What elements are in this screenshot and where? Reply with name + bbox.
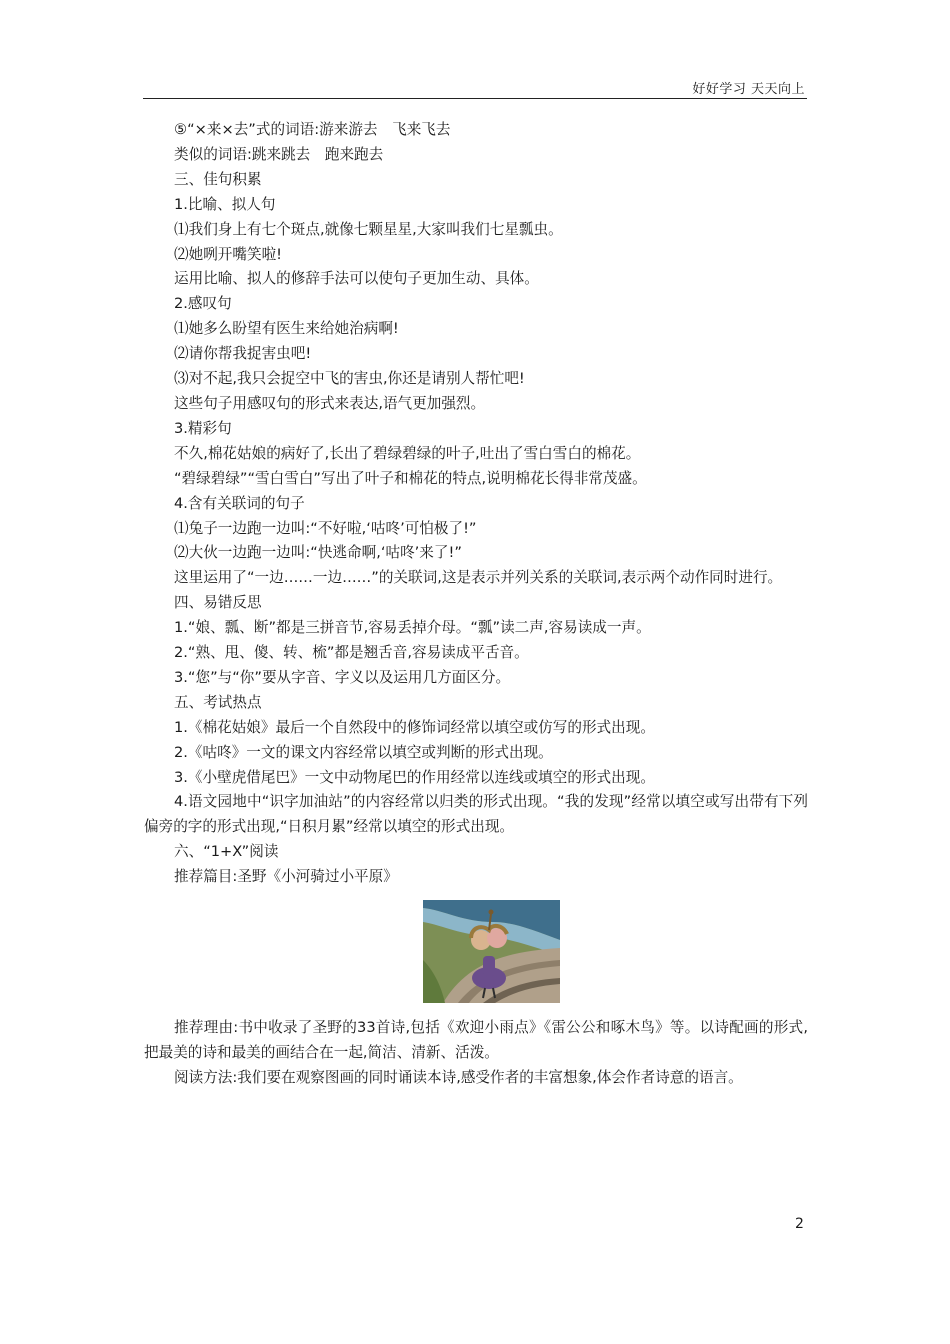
text-line: ⑵她咧开嘴笑啦!	[174, 245, 283, 263]
text-line: 这些句子用感叹句的形式来表达,语气更加强烈。	[174, 394, 486, 412]
header-motto: 好好学习 天天向上	[692, 82, 805, 97]
text-line: ⑵大伙一边跑一边叫:“快逃命啊,‘咕咚’来了!”	[174, 544, 462, 562]
text-line: 2.《咕咚》一文的课文内容经常以填空或判断的形式出现。	[174, 743, 553, 761]
text-line: 不久,棉花姑娘的病好了,长出了碧绿碧绿的叶子,吐出了雪白雪白的棉花。	[174, 444, 641, 462]
text-line: “碧绿碧绿”“雪白雪白”写出了叶子和棉花的特点,说明棉花长得非常茂盛。	[174, 469, 647, 487]
book-illustration	[144, 900, 808, 1003]
text-line: 1.《棉花姑娘》最后一个自然段中的修饰词经常以填空或仿写的形式出现。	[174, 718, 655, 736]
section-heading: 六、“1+X”阅读	[174, 843, 279, 861]
section-heading: 五、考试热点	[174, 693, 262, 711]
sub-heading: 4.含有关联词的句子	[174, 494, 305, 512]
text-line: ⑶对不起,我只会捉空中飞的害虫,你还是请别人帮忙吧!	[174, 370, 525, 388]
section-heading: 四、易错反思	[174, 594, 262, 612]
sub-heading: 3.精彩句	[174, 419, 232, 437]
sub-heading: 1.比喻、拟人句	[174, 195, 276, 213]
sub-heading: 2.感叹句	[174, 295, 232, 313]
text-line: ⑴我们身上有七个斑点,就像七颗星星,大家叫我们七星瓢虫。	[174, 220, 563, 238]
text-paragraph: 推荐理由:书中收录了圣野的33首诗,包括《欢迎小雨点》《雷公公和啄木鸟》等。以诗配画的形式,把最美的诗和最美的画结合在一起,简洁、清新、活泼。	[144, 1019, 808, 1061]
text-paragraph: 阅读方法:我们要在观察图画的同时诵读本诗,感受作者的丰富想象,体会作者诗意的语言。	[174, 1068, 743, 1086]
text-line: 推荐篇目:圣野《小河骑过小平原》	[174, 868, 398, 886]
section-heading: 三、佳句积累	[174, 170, 262, 188]
text-line: ⑴兔子一边跑一边叫:“不好啦,‘咕咚’可怕极了!”	[174, 519, 477, 537]
document-body	[144, 118, 808, 1091]
text-line: 类似的词语:跳来跳去 跑来跑去	[174, 145, 384, 163]
text-paragraph: 4.语文园地中“识字加油站”的内容经常以归类的形式出现。“我的发现”经常以填空或写出带有下列偏旁的字的形式出现,“日积月累”经常以填空的形式出现。	[144, 793, 808, 836]
text-paragraph: 这里运用了“一边……一边……”的关联词,这是表示并列关系的关联词,表示两个动作同时进行。	[174, 569, 783, 587]
page-header	[143, 76, 807, 99]
illustration-image	[423, 900, 560, 1003]
text-line: 3.“您”与“你”要从字音、字义以及运用几方面区分。	[174, 668, 511, 686]
text-line: 运用比喻、拟人的修辞手法可以使句子更加生动、具体。	[174, 270, 539, 288]
page-number: 2	[795, 1216, 804, 1232]
text-line: ⑤“×来×去”式的词语:游来游去 飞来飞去	[174, 121, 451, 138]
text-line: ⑴她多么盼望有医生来给她治病啊!	[174, 320, 399, 338]
text-line: 1.“娘、瓢、断”都是三拼音节,容易丢掉介母。“瓢”读二声,容易读成一声。	[174, 619, 651, 637]
text-line: ⑵请你帮我捉害虫吧!	[174, 345, 312, 363]
text-line: 2.“熟、甩、傻、转、梳”都是翘舌音,容易读成平舌音。	[174, 644, 529, 662]
text-line: 3.《小壁虎借尾巴》一文中动物尾巴的作用经常以连线或填空的形式出现。	[174, 768, 655, 786]
